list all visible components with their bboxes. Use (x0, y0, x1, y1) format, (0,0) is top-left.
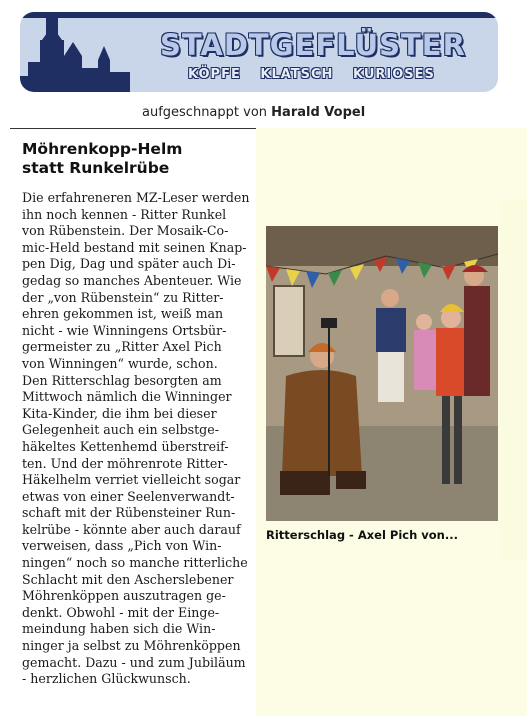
body-line: Möhrenköppen auszutragen ge- (22, 588, 226, 604)
body-line: ten. Und der möhrenrote Ritter- (22, 455, 228, 471)
body-line: Den Ritterschlag besorgten am (22, 372, 222, 388)
body-line: ehren gekommen ist, weiß man (22, 306, 224, 322)
byline (142, 105, 365, 120)
body-line: Kita-Kinder, die ihm bei dieser (22, 405, 217, 421)
subtitle-word: KÖPFE (188, 67, 241, 82)
article-body (22, 190, 254, 688)
body-line: verweisen, dass „Pich von Win- (22, 538, 222, 554)
body-line: Mittwoch nämlich die Winninger (22, 389, 232, 405)
body-line: häkeltes Kettenhemd überstreif- (22, 438, 229, 454)
body-line: Die erfahreneren MZ-Leser werden (22, 190, 250, 205)
masthead-banner (20, 12, 498, 92)
body-line: germeister zu „Ritter Axel Pich (22, 339, 222, 355)
masthead-subtitle (188, 67, 488, 82)
body-line: gemacht. Dazu - und zum Jubiläum (22, 654, 246, 670)
body-line: meindung haben sich die Win- (22, 621, 216, 637)
town-skyline-icon (20, 12, 140, 92)
byline-prefix: aufgeschnappt von (142, 105, 268, 120)
body-line: kelrübe - könnte aber auch darauf (22, 521, 241, 537)
body-line: denkt. Obwohl - mit der Einge- (22, 604, 220, 620)
article-photo (266, 226, 498, 521)
body-line: gedag so manches Abenteuer. Wie (22, 272, 242, 288)
body-line: pen Dig, Dag und später auch Di- (22, 256, 236, 272)
page-tint-photo-margin (500, 200, 527, 560)
masthead-title: STADTGEFLÜSTER (160, 28, 466, 62)
subtitle-word: KLATSCH (260, 67, 334, 82)
body-line: der „von Rübenstein“ zu Ritter- (22, 289, 224, 305)
headline-line: statt Runkelrübe (22, 159, 170, 177)
body-line: Gelegenheit auch ein selbstge- (22, 422, 219, 438)
body-line: Schlacht mit den Ascherslebener (22, 571, 234, 587)
headline-line: Möhrenkopp-Helm (22, 140, 183, 158)
photo-caption: Ritterschlag - Axel Pich von... (266, 528, 458, 542)
body-line: nicht - wie Winningens Ortsbür- (22, 322, 227, 338)
byline-author: Harald Vopel (271, 105, 366, 120)
body-line: etwas von einer Seelenverwandt- (22, 488, 235, 504)
subtitle-word: KURIOSES (352, 67, 435, 82)
body-line: ihn noch kennen - Ritter Runkel (22, 206, 227, 222)
body-line: schaft mit der Rübensteiner Run- (22, 505, 236, 521)
body-line: von Winningen“ wurde, schon. (22, 355, 218, 371)
body-line: von Rübenstein. Der Mosaik-Co- (22, 223, 229, 239)
article-headline (22, 140, 252, 178)
photo-illustration (266, 226, 498, 521)
body-line: Häkelhelm verriet vielleicht sogar (22, 472, 241, 488)
body-line: - herzlichen Glückwunsch. (22, 671, 191, 687)
body-line: ningen“ noch so manche ritterliche (22, 555, 248, 571)
section-divider (10, 128, 256, 129)
body-line: mic-Held bestand mit seinen Knap- (22, 239, 247, 255)
body-line: ninger ja selbst zu Möhrenköppen (22, 638, 241, 654)
